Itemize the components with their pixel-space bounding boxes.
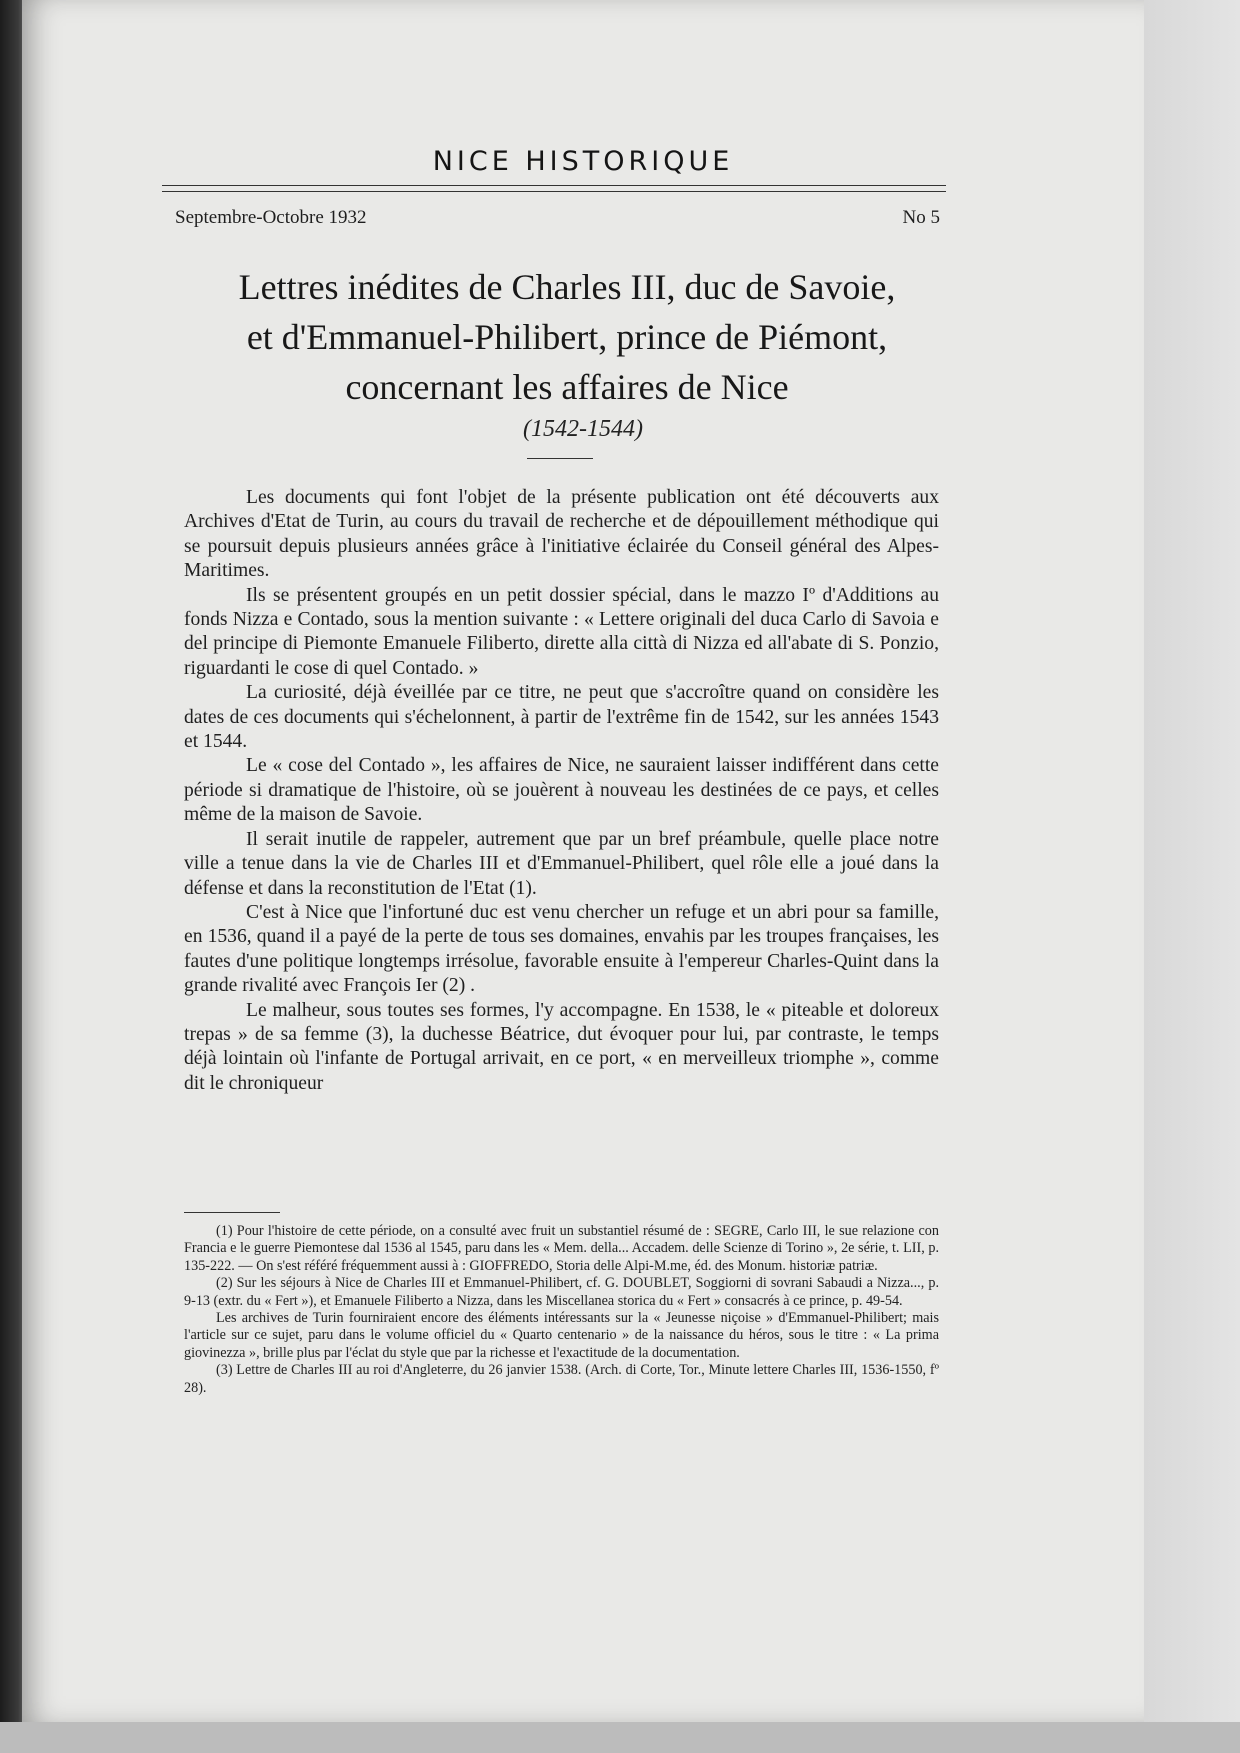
body-paragraph: Il serait inutile de rappeler, autrement que par un bref préambule, quelle place notre ville a tenue dans la vie de Charles III et d'Emmanuel-Philibert, quel rôle elle a joué dans la défense et dans la reconstitution de l'Etat (1). bbox=[184, 828, 939, 899]
header-rule-top bbox=[162, 185, 946, 186]
header-rule-bottom bbox=[162, 191, 946, 192]
footnote: (1) Pour l'histoire de cette période, on a consulté avec fruit un substantiel résumé de : SEGRE, Carlo III, le sue relazione con Francia e le guerre Piemontese dal 1536 al 1545, paru dans les « Mem. della... Accadem. delle Scienze di Torino », 2e série, t. LII, p. 135-222. — On s'est référé fréquemment aussi à : GIOFFREDO, Storia delle Alpi-M.me, éd. des Monum. historiæ patriæ. bbox=[184, 1223, 939, 1274]
article-title-line: concernant les affaires de Nice bbox=[345, 367, 789, 407]
issue-line bbox=[175, 207, 940, 229]
article-title bbox=[142, 262, 992, 412]
footnote: Les archives de Turin fourniraient encore des éléments intéressants sur la « Jeunesse niçoise » d'Emmanuel-Philibert; mais l'article sur ce sujet, paru dans le volume officiel du « Quarto centenario » de la naissance du héros, sous le titre : « La prima giovinezza », brille plus par l'éclat du style que par la richesse et l'exactitude de la documentation. bbox=[184, 1310, 939, 1361]
body-paragraph: Le malheur, sous toutes ses formes, l'y accompagne. En 1538, le « piteable et doloreux trepas » de sa femme (3), la duchesse Béatrice, dut évoquer pour lui, par contraste, le temps déjà lointain où l'infante de Portugal arrivait, en ce port, « en merveilleux triomphe », comme dit le chroniqueur bbox=[184, 999, 939, 1094]
article-date-range: (1542-1544) bbox=[523, 416, 643, 442]
body-paragraph: C'est à Nice que l'infortuné duc est venu chercher un refuge et un abri pour sa famille, en 1536, quand il a payé de la perte de tous ses domaines, envahis par les troupes françaises, les fautes d'une politique longtemps irrésolue, favorable ensuite à l'empereur Charles-Quint dans la grande rivalité avec François Ier (2) . bbox=[184, 901, 939, 997]
article-title-line: Lettres inédites de Charles III, duc de Savoie, bbox=[238, 267, 896, 307]
body-paragraph: La curiosité, déjà éveillée par ce titre, ne peut que s'accroître quand on considère les dates de ces documents qui s'échelonnent, à partir de l'extrême fin de 1542, sur les années 1543 et 1544. bbox=[184, 682, 939, 753]
body-paragraph: Les documents qui font l'objet de la présente publication ont été découverts aux Archives d'Etat de Turin, au cours du travail de recherche et de dépouillement méthodique qui se poursuit depuis plusieurs années grâce à l'initiative éclairée du Conseil général des Alpes-Maritimes. bbox=[184, 487, 939, 582]
document-page bbox=[22, 0, 1144, 1722]
issue-date: Septembre-Octobre 1932 bbox=[175, 207, 367, 228]
body-paragraph: Ils se présentent groupés en un petit dossier spécial, dans le mazzo Iº d'Additions au fonds Nizza e Contado, sous la mention suivante : « Lettere originali del duca Carlo di Savoia e del principe di Piemonte Emanuele Filiberto, dirette alla città di Nizza ed all'abate di S. Ponzio, riguardanti le cose di quel Contado. » bbox=[184, 584, 939, 679]
footnote-separator-rule bbox=[184, 1212, 280, 1213]
article-body bbox=[184, 486, 939, 1096]
journal-title: NICE HISTORIQUE bbox=[432, 146, 734, 177]
issue-number: No 5 bbox=[902, 207, 940, 228]
scan-right-margin bbox=[1144, 0, 1240, 1722]
footnote: (3) Lettre de Charles III au roi d'Angleterre, du 26 janvier 1538. (Arch. di Corte, Tor., Minute lettere Charles III, 1536-1550, fº 28). bbox=[184, 1362, 939, 1396]
scan-bottom-margin bbox=[0, 1722, 1240, 1753]
body-paragraph: Le « cose del Contado », les affaires de Nice, ne sauraient laisser indifférent dans cette période si dramatique de l'histoire, où se jouèrent à nouveau les destinées de ce pays, et celles même de la maison de Savoie. bbox=[184, 755, 939, 826]
footnotes bbox=[184, 1223, 939, 1397]
title-separator-rule bbox=[527, 458, 593, 459]
footnote: (2) Sur les séjours à Nice de Charles III et Emmanuel-Philibert, cf. G. DOUBLET, Soggiorni di sovrani Sabaudi a Nizza..., p. 9-13 (extr. du « Fert »), et Emanuele Filiberto a Nizza, dans les Miscellanea storica du « Fert » consacrés à ce prince, p. 49-54. bbox=[184, 1275, 939, 1309]
article-title-line: et d'Emmanuel-Philibert, prince de Piémont, bbox=[246, 317, 888, 357]
